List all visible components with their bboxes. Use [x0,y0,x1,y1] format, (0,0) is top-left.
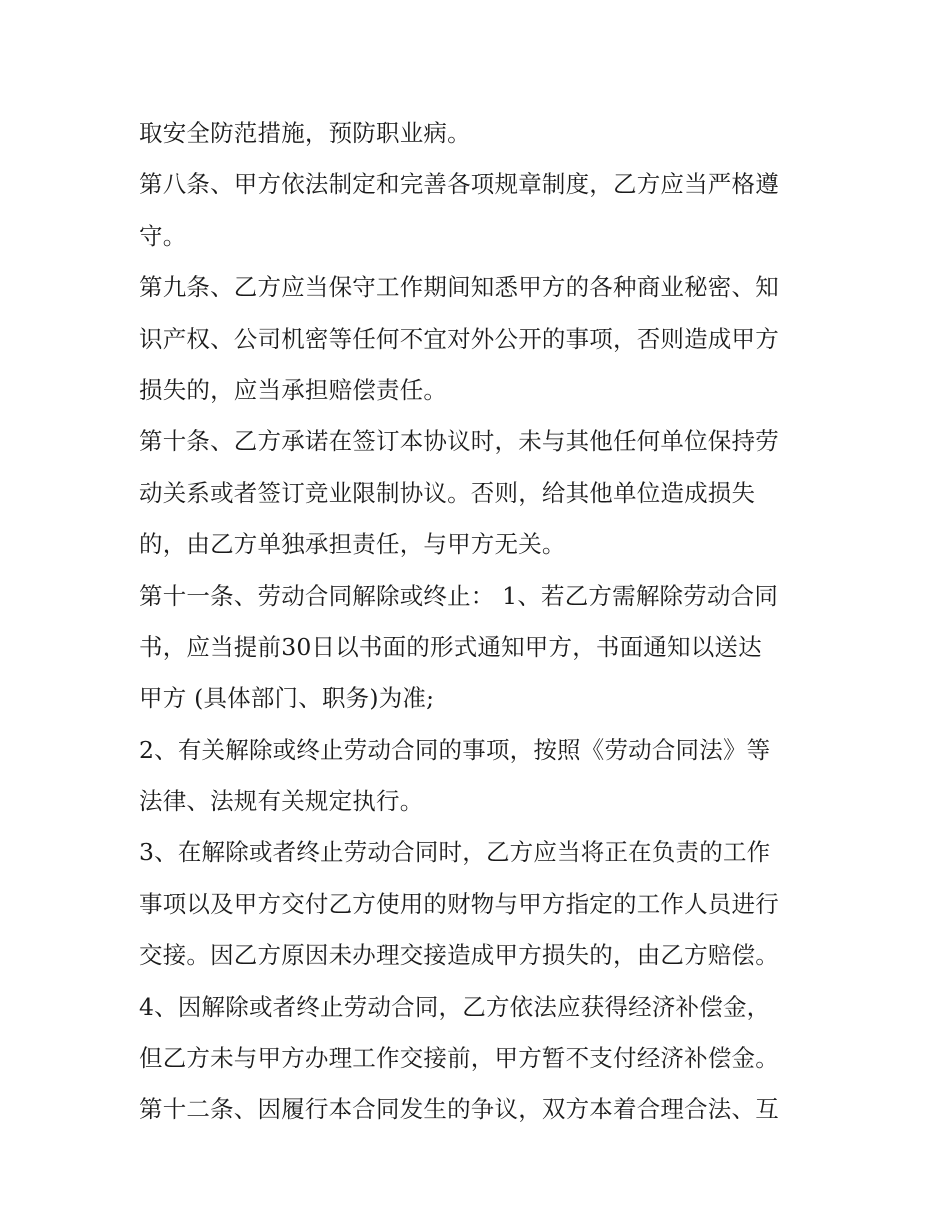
text-line: 的，由乙方单独承担责任，与甲方无关。 [139,530,566,559]
text-line: 第九条、乙方应当保守工作期间知悉甲方的各种商业秘密、知 [139,273,779,302]
text-line: 2、有关解除或终止劳动合同的事项，按照《劳动合同法》等 [139,735,771,764]
text-line: 但乙方未与甲方办理工作交接前，甲方暂不支付经济补偿金。 [139,1044,779,1073]
text-line: 损失的，应当承担赔偿责任。 [139,375,448,404]
text-line: 4、因解除或者终止劳动合同，乙方依法应获得经济补偿金， [139,992,771,1021]
text-line: 甲方 (具体部门、职务)为准; [139,684,435,713]
text-line: 守。 [139,221,187,250]
text-line: 书，应当提前30日以书面的形式通知甲方，书面通知以送达 [139,632,762,661]
contract-text-body [139,108,819,1136]
text-line: 事项以及甲方交付乙方使用的财物与甲方指定的工作人员进行 [139,889,779,918]
text-line: 取安全防范措施，预防职业病。 [139,119,471,147]
text-line: 3、在解除或者终止劳动合同时，乙方应当将正在负责的工作 [139,838,771,867]
text-line: 法律、法规有关规定执行。 [139,787,424,816]
text-line: 第十二条、因履行本合同发生的争议，双方本着合理合法、互 [139,1095,779,1124]
text-line: 交接。因乙方原因未办理交接造成甲方损失的，由乙方赔偿。 [139,941,779,970]
text-line: 第八条、甲方依法制定和完善各项规章制度，乙方应当严格遵 [139,170,779,199]
text-line: 第十条、乙方承诺在签订本协议时，未与其他任何单位保持劳 [139,427,779,456]
text-line: 第十一条、劳动合同解除或终止： 1、若乙方需解除劳动合同 [139,581,779,610]
text-line: 动关系或者签订竞业限制协议。否则，给其他单位造成损失 [139,478,756,507]
text-line: 识产权、公司机密等任何不宜对外公开的事项，否则造成甲方 [139,324,779,353]
